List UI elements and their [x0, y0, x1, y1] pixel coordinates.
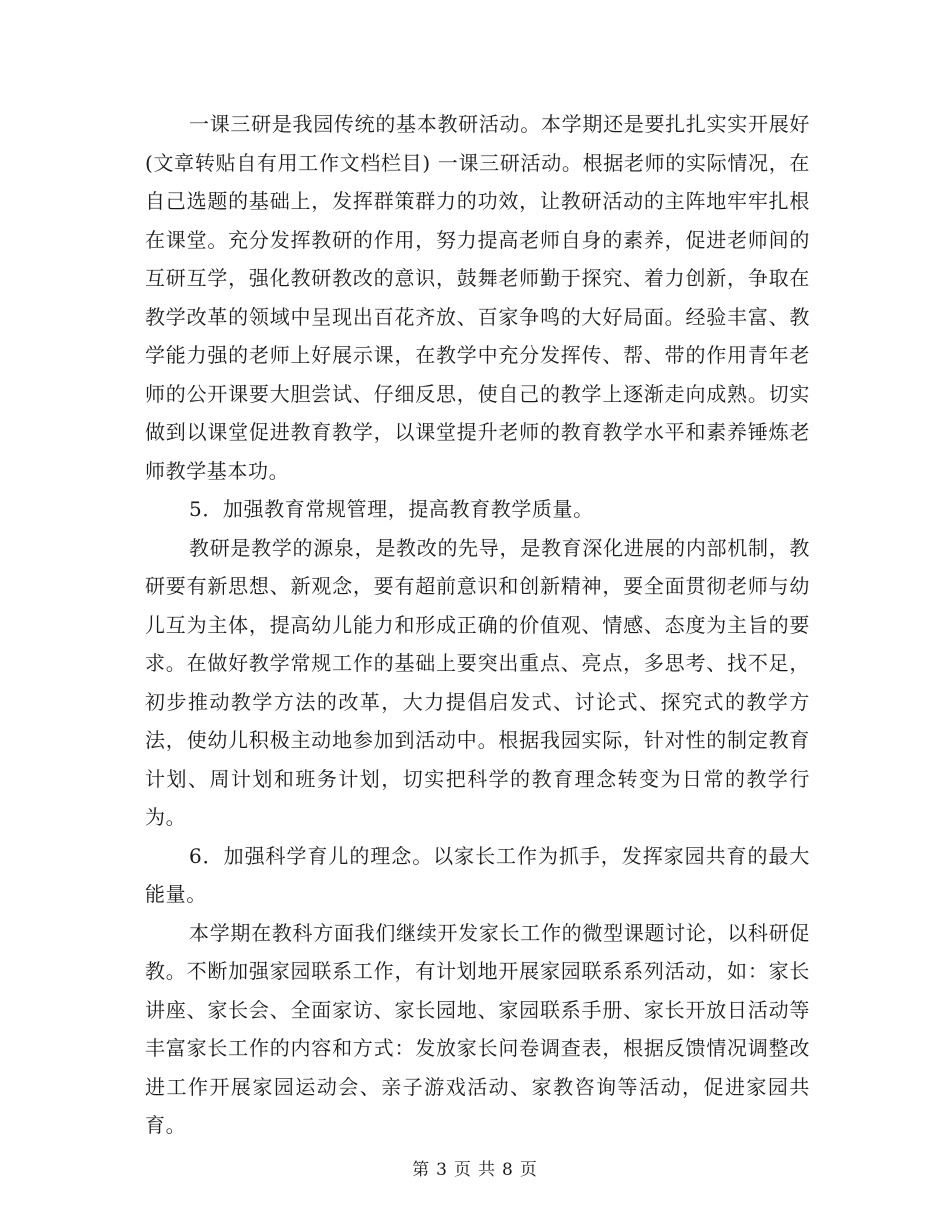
paragraph-teaching-research: 教研是教学的源泉，是教改的先导，是教育深化进展的内部机制，教研要有新思想、新观念，要有超前意识和创新精神，要全面贯彻老师与幼儿互为主体，提高幼儿能力和形成正确的价值观、情感、态度为主旨的要求。在做好教学常规工作的基础上要突出重点、亮点，多思考、找不足，初步推动教学方法的改革，大力提倡启发式、讨论式、探究式的教学方法，使幼儿积极主动地参加到活动中。根据我园实际，针对性的制定教育计划、周计划和班务计划，切实把科学的教育理念转变为日常的教学行为。 — [145, 535, 810, 829]
footer-total-pages: 8 — [502, 1160, 514, 1180]
footer-prefix: 第 — [412, 1160, 431, 1180]
paragraph-course-research: 一课三研是我园传统的基本教研活动。本学期还是要扎扎实实开展好(文章转贴自有用工作文档栏目) 一课三研活动。根据老师的实际情况，在自己选题的基础上，发挥群策群力的功效，让教研活动的主阵地牢牢扎根在课堂。充分发挥教研的作用，努力提高老师自身的素养，促进老师间的互研互学，强化教研教改的意识，鼓舞老师勤于探究、着力创新，争取在教学改革的领域中呈现出百花齐放、百家争鸣的大好局面。经验丰富、教学能力强的老师上好展示课，在教学中充分发挥传、帮、带的作用青年老师的公开课要大胆尝试、仔细反思，使自己的教学上逐渐走向成熟。切实做到以课堂促进教育教学，以课堂提升老师的教育教学水平和素养锤炼老师教学基本功。 — [145, 112, 810, 483]
footer-page-word: 页 — [454, 1160, 472, 1180]
footer-total-word: 共 — [478, 1160, 496, 1180]
page-footer — [0, 1155, 950, 1180]
heading-item-6: 6．加强科学育儿的理念。以家长工作为抓手，发挥家园共育的最大能量。 — [145, 843, 810, 906]
heading-item-5: 5．加强教育常规管理，提高教育教学质量。 — [189, 497, 594, 521]
footer-current-page: 3 — [436, 1160, 448, 1180]
footer-suffix: 页 — [519, 1160, 538, 1180]
paragraph-parent-work: 本学期在教科方面我们继续开发家长工作的微型课题讨论，以科研促教。不断加强家园联系工作，有计划地开展家园联系系列活动，如：家长讲座、家长会、全面家访、家长园地、家园联系手册、家长开放日活动等丰富家长工作的内容和方式：发放家长问卷调查表，根据反馈情况调整改进工作开展家园运动会、亲子游戏活动、家教咨询等活动，促进家园共育。 — [145, 920, 810, 1137]
document-body — [145, 105, 810, 1145]
